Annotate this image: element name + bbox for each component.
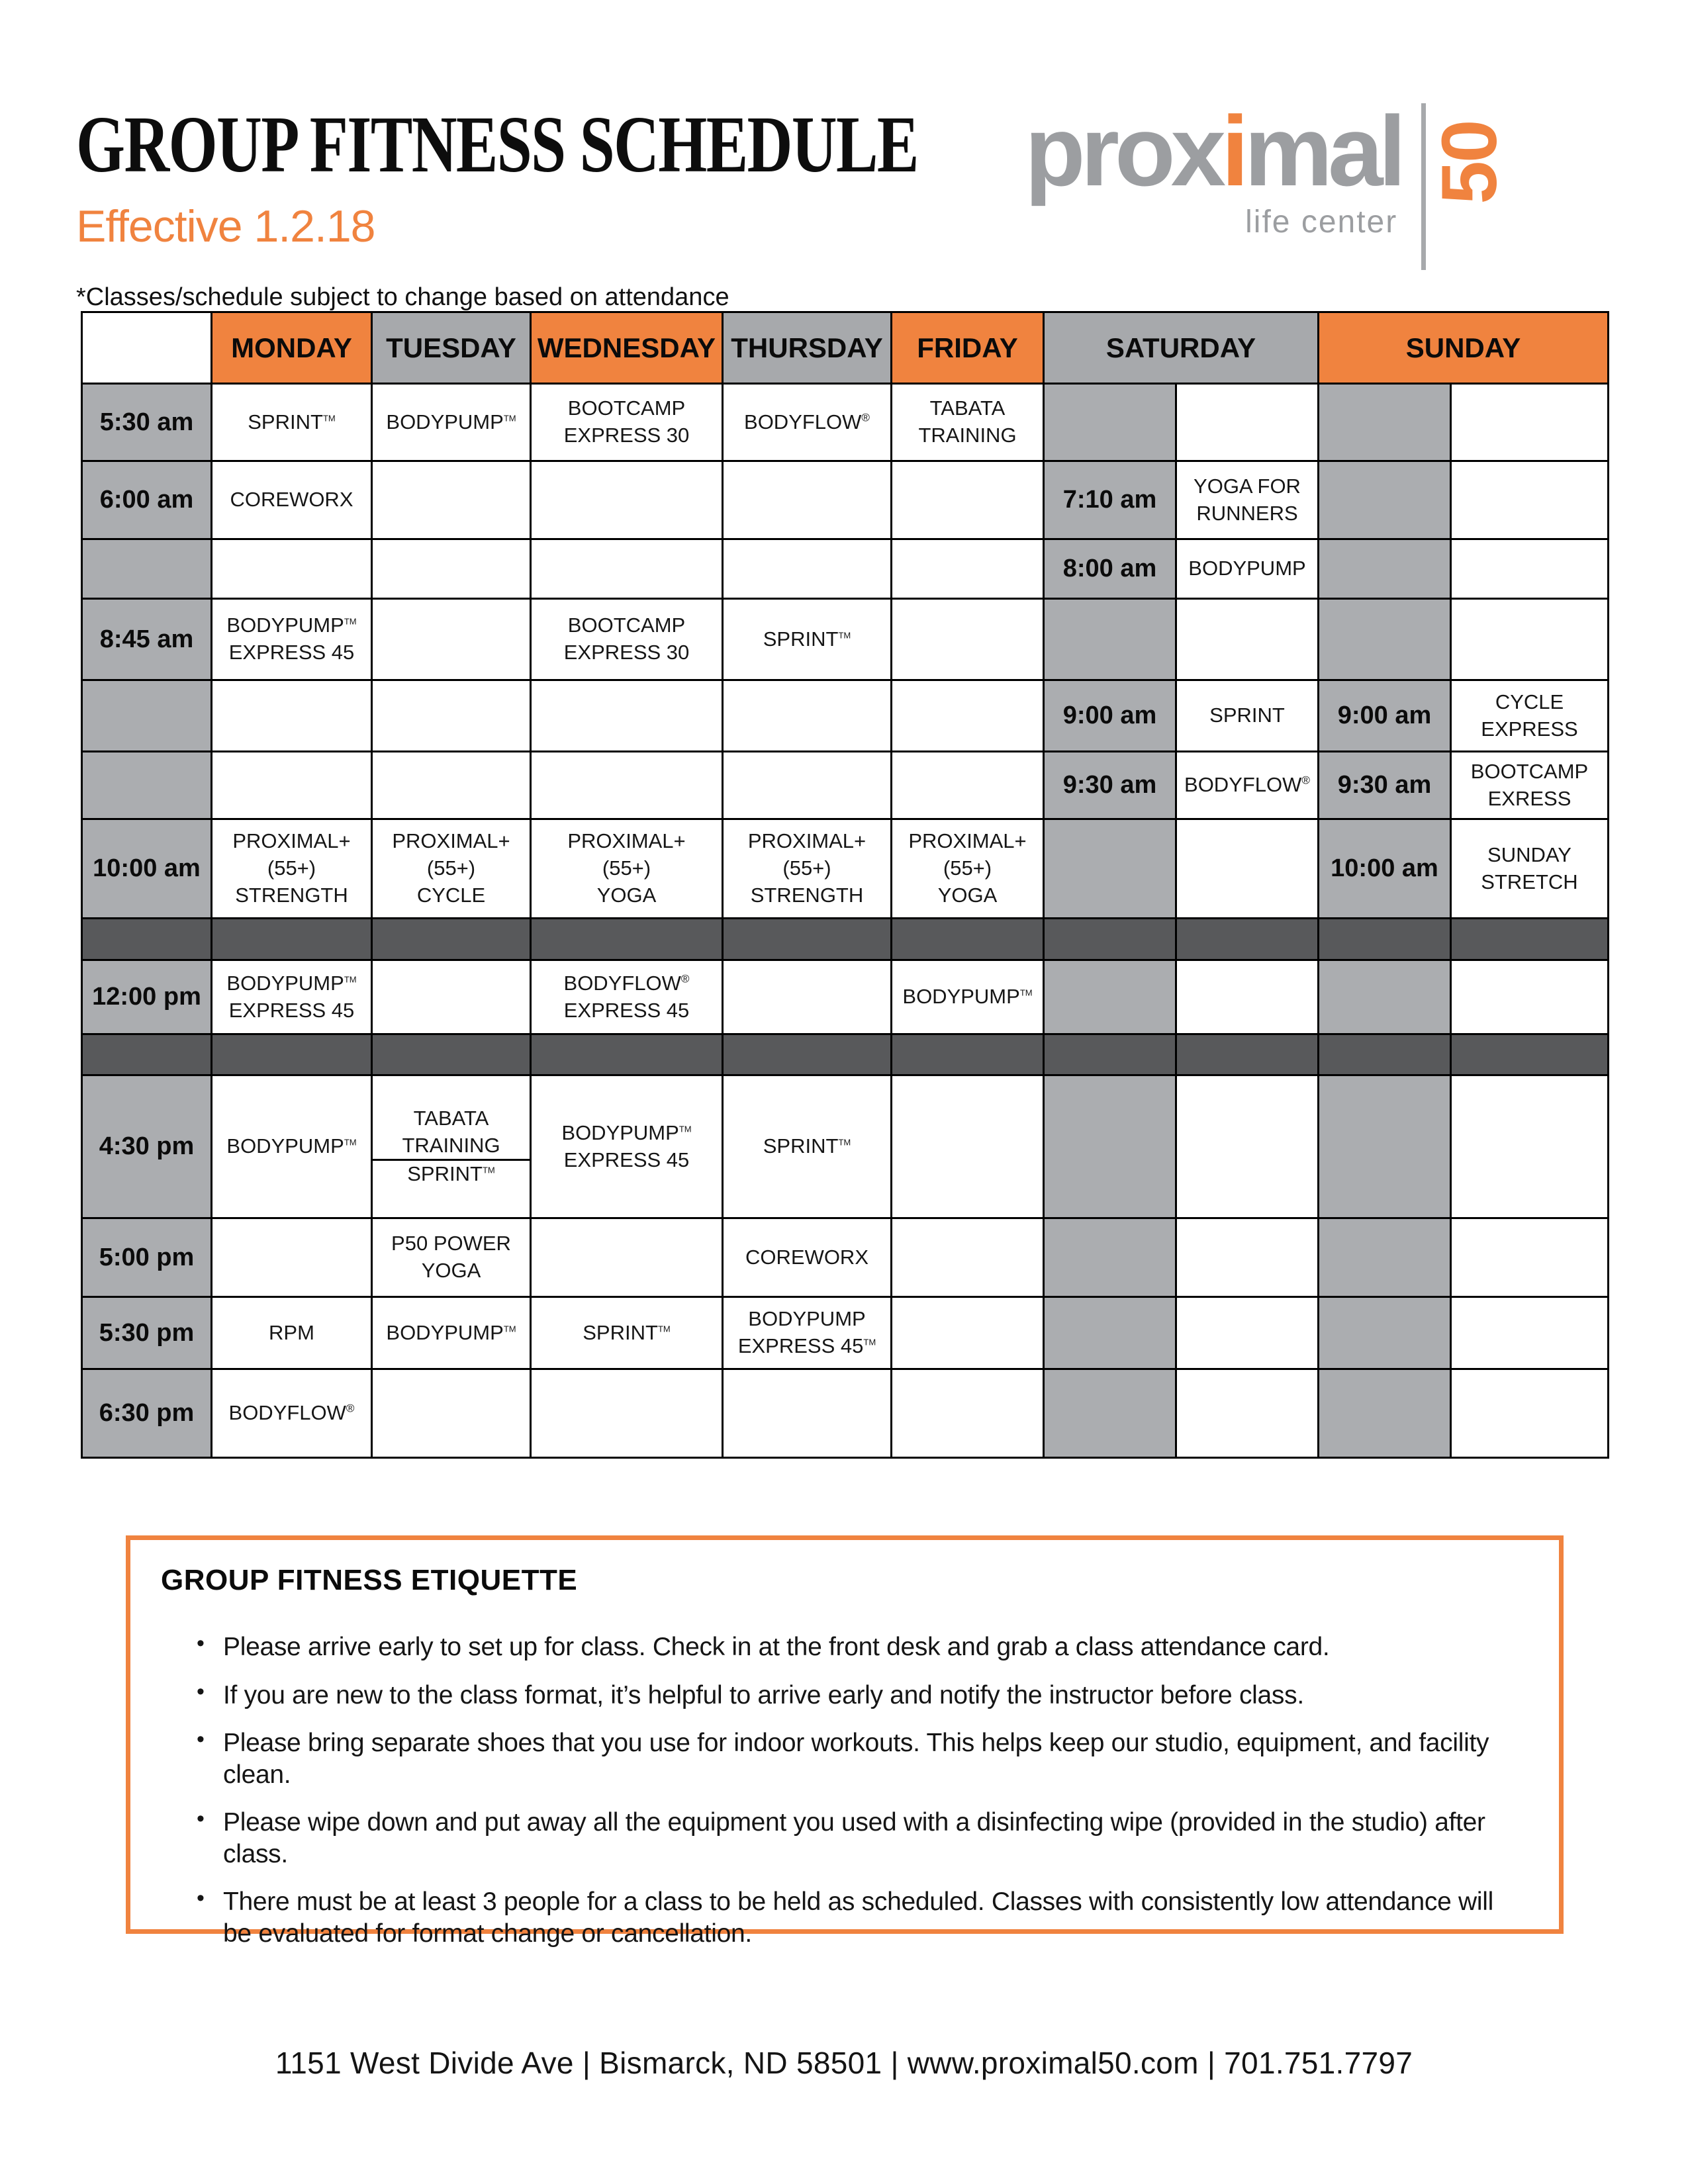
class-cell: [723, 1218, 892, 1297]
time-cell: [82, 539, 212, 599]
class-name-line: BODYPUMP: [1188, 557, 1306, 580]
class-name-line: PROXIMAL+: [908, 829, 1027, 853]
class-name-line: SPRINT™: [407, 1162, 495, 1186]
page-title: GROUP FITNESS SCHEDULE: [76, 100, 918, 189]
sunday-time-cell: [1319, 1297, 1451, 1369]
class-name-line: P50 POWER: [391, 1232, 511, 1255]
class-name-line: BOOTCAMP: [1470, 759, 1589, 783]
class-name-line: SPRINT: [1209, 704, 1285, 727]
etiquette-bullet: • If you are new to the class format, it’s helpful to arrive early and notify the instructor before class.: [195, 1680, 1523, 1711]
sunday-class-cell: [1451, 1075, 1609, 1218]
class-name-line: TRAINING: [918, 424, 1017, 447]
saturday-class-cell: [1176, 680, 1319, 752]
saturday-class-cell: [1176, 539, 1319, 599]
divider-cell: [723, 919, 892, 960]
class-cell: [723, 819, 892, 919]
sunday-time-cell: [1319, 461, 1451, 539]
saturday-class-cell: [1176, 384, 1319, 461]
class-cell: [892, 461, 1044, 539]
class-name-line: SPRINT™: [583, 1320, 671, 1344]
day-header-sunday: SUNDAY: [1319, 312, 1609, 384]
class-name-line: RPM: [269, 1320, 314, 1344]
class-name-line: BODYPUMP™: [226, 971, 357, 995]
class-name-line: BODYPUMP™: [226, 1134, 357, 1158]
sunday-class-cell: [1451, 599, 1609, 680]
class-name-line: TRAINING: [402, 1133, 500, 1157]
class-cell: [531, 1075, 723, 1218]
saturday-class-cell: [1176, 1297, 1319, 1369]
class-cell: [212, 1297, 372, 1369]
class-name-line: (55+): [426, 856, 476, 880]
saturday-time-cell: 9:00 am: [1044, 680, 1176, 752]
class-name-line: BODYPUMP™: [386, 410, 516, 433]
day-header-tuesday: TUESDAY: [372, 312, 531, 384]
etiquette-list: [195, 1631, 1523, 1950]
saturday-time-cell: [1044, 1075, 1176, 1218]
day-header-monday: MONDAY: [212, 312, 372, 384]
time-cell: 6:00 am: [82, 461, 212, 539]
saturday-time-cell: [1044, 960, 1176, 1034]
class-cell: [892, 960, 1044, 1034]
class-name-line: BODYPUMP™: [226, 614, 357, 637]
class-cell: [723, 1297, 892, 1369]
footer-contact: 1151 West Divide Ave | Bismarck, ND 58501 | www.proximal50.com | 701.751.7797: [275, 2046, 1413, 2080]
saturday-time-cell: 9:30 am: [1044, 752, 1176, 819]
divider-cell: [723, 1034, 892, 1075]
class-name-line: BODYFLOW®: [1184, 773, 1310, 797]
class-cell: [723, 1369, 892, 1458]
etiquette-title: GROUP FITNESS ETIQUETTE: [161, 1564, 578, 1596]
divider-cell: [531, 1034, 723, 1075]
class-cell: [892, 1369, 1044, 1458]
class-name-line: BODYPUMP™: [902, 985, 1033, 1009]
divider-cell: [212, 1034, 372, 1075]
class-name-line: BODYPUMP: [748, 1307, 866, 1331]
saturday-time-cell: 7:10 am: [1044, 461, 1176, 539]
class-cell: [372, 960, 531, 1034]
divider-cell: [892, 1034, 1044, 1075]
schedule-row: [82, 461, 1609, 539]
saturday-class-cell: [1176, 752, 1319, 819]
class-cell: [892, 599, 1044, 680]
class-cell: [892, 1297, 1044, 1369]
saturday-time-cell: [1044, 1369, 1176, 1458]
divider-cell: [1176, 919, 1319, 960]
class-cell: [723, 1075, 892, 1218]
saturday-time-cell: [1044, 1218, 1176, 1297]
logo-tagline: life center: [1245, 204, 1398, 240]
time-cell: 5:30 pm: [82, 1297, 212, 1369]
class-name-line: EXRESS: [1487, 786, 1571, 810]
class-name-line: TABATA: [413, 1106, 489, 1130]
sunday-time-cell: 9:30 am: [1319, 752, 1451, 819]
class-name-line: BODYFLOW®: [563, 971, 690, 995]
schedule-table: [81, 311, 1609, 1459]
class-name-line: COREWORX: [230, 488, 353, 512]
divider-cell: [1176, 1034, 1319, 1075]
class-name-line: BOOTCAMP: [567, 614, 686, 637]
etiquette-box: [126, 1535, 1564, 1948]
class-name-line: BODYPUMP™: [386, 1320, 516, 1344]
class-cell: [892, 384, 1044, 461]
class-name-line: EXPRESS 45: [563, 998, 690, 1022]
sunday-class-cell: [1451, 1297, 1609, 1369]
time-cell: 4:30 pm: [82, 1075, 212, 1218]
class-name-line: STRETCH: [1481, 870, 1578, 893]
class-cell: [723, 599, 892, 680]
day-header-friday: FRIDAY: [892, 312, 1044, 384]
class-cell: [892, 539, 1044, 599]
class-cell: [723, 461, 892, 539]
class-cell: [212, 384, 372, 461]
class-name-line: STRENGTH: [750, 883, 864, 907]
divider-cell: [1451, 1034, 1609, 1075]
class-cell: [212, 1218, 372, 1297]
class-name-line: YOGA: [421, 1259, 481, 1282]
saturday-class-cell: [1176, 599, 1319, 680]
schedule-row: [82, 1218, 1609, 1297]
saturday-time-cell: 8:00 am: [1044, 539, 1176, 599]
sunday-time-cell: [1319, 960, 1451, 1034]
class-name-line: EXPRESS 30: [563, 641, 690, 664]
etiquette-bullet: • Please arrive early to set up for class. Check in at the front desk and grab a class attendance card.: [195, 1631, 1523, 1663]
class-cell: [892, 1075, 1044, 1218]
class-cell: [372, 461, 531, 539]
time-cell: 8:45 am: [82, 599, 212, 680]
class-cell: [531, 1369, 723, 1458]
class-name-line: (55+): [782, 856, 831, 880]
class-name-line: STRENGTH: [235, 883, 348, 907]
class-name-line: SPRINT™: [763, 627, 851, 651]
schedule-disclaimer: *Classes/schedule subject to change based on attendance: [76, 283, 729, 311]
class-cell: [373, 1105, 530, 1160]
class-name-line: SPRINT™: [248, 410, 336, 433]
sunday-time-cell: [1319, 539, 1451, 599]
proximal50-logo: [1025, 95, 1514, 270]
saturday-class-cell: [1176, 960, 1319, 1034]
class-name-line: RUNNERS: [1196, 501, 1298, 525]
class-name-line: EXPRESS 45: [228, 641, 355, 664]
sunday-class-cell: [1451, 461, 1609, 539]
class-name-line: (55+): [602, 856, 651, 880]
sunday-time-cell: [1319, 599, 1451, 680]
time-cell: [82, 752, 212, 819]
etiquette-bullet: • Please wipe down and put away all the equipment you used with a disinfecting wipe (provided in the studio) after class.: [195, 1807, 1523, 1870]
saturday-class-cell: [1176, 819, 1319, 919]
corner-header-cell: [82, 312, 212, 384]
class-cell: [723, 960, 892, 1034]
divider-cell: [1319, 919, 1451, 960]
class-name-line: EXPRESS: [1481, 717, 1578, 741]
saturday-time-cell: [1044, 1297, 1176, 1369]
sunday-class-cell: [1451, 1369, 1609, 1458]
sunday-class-cell: [1451, 539, 1609, 599]
logo-wordmark-pre: prox: [1025, 95, 1222, 206]
class-name-line: EXPRESS 30: [563, 424, 690, 447]
class-name-line: (55+): [267, 856, 316, 880]
class-cell: [531, 461, 723, 539]
class-cell: [372, 384, 531, 461]
divider-cell: [1319, 1034, 1451, 1075]
class-cell: [531, 819, 723, 919]
class-cell: [531, 384, 723, 461]
class-cell: [372, 819, 531, 919]
class-name-line: EXPRESS 45™: [737, 1334, 876, 1357]
sunday-time-cell: [1319, 1075, 1451, 1218]
divider-cell: [892, 919, 1044, 960]
sunday-class-cell: [1451, 752, 1609, 819]
divider-cell: [82, 919, 212, 960]
class-cell: [723, 680, 892, 752]
saturday-time-cell: [1044, 384, 1176, 461]
class-cell: [892, 680, 1044, 752]
sunday-time-cell: 10:00 am: [1319, 819, 1451, 919]
time-cell: 6:30 pm: [82, 1369, 212, 1458]
class-cell: [212, 752, 372, 819]
class-cell: [212, 539, 372, 599]
sunday-class-cell: [1451, 680, 1609, 752]
time-cell: 12:00 pm: [82, 960, 212, 1034]
schedule-row: [82, 1075, 1609, 1218]
class-cell: [531, 960, 723, 1034]
class-cell: [212, 960, 372, 1034]
class-cell: [531, 680, 723, 752]
class-cell: [531, 539, 723, 599]
class-name-line: CYCLE: [1495, 690, 1564, 713]
logo-wordmark-post: mal: [1244, 95, 1402, 206]
schedule-row: [82, 539, 1609, 599]
effective-date: Effective 1.2.18: [76, 201, 375, 251]
day-header-saturday: SATURDAY: [1044, 312, 1319, 384]
class-name-line: YOGA: [937, 883, 998, 907]
class-name-line: BODYFLOW®: [744, 410, 870, 433]
class-cell: [723, 384, 892, 461]
class-cell: [372, 1297, 531, 1369]
logo-text: [1025, 95, 1402, 270]
sunday-class-cell: [1451, 1218, 1609, 1297]
saturday-time-cell: [1044, 599, 1176, 680]
class-cell: [212, 1369, 372, 1458]
class-cell: [531, 599, 723, 680]
divider-cell: [372, 1034, 531, 1075]
sunday-time-cell: [1319, 1218, 1451, 1297]
divider-cell: [372, 919, 531, 960]
divider-cell: [531, 919, 723, 960]
class-cell: [212, 819, 372, 919]
class-name-line: EXPRESS 45: [228, 998, 355, 1022]
day-header-thursday: THURSDAY: [723, 312, 892, 384]
divider-cell: [212, 919, 372, 960]
divider-cell: [82, 1034, 212, 1075]
class-cell: [212, 599, 372, 680]
class-name-line: PROXIMAL+: [747, 829, 867, 853]
class-name-line: PROXIMAL+: [232, 829, 351, 853]
class-name-line: BOOTCAMP: [567, 396, 686, 420]
class-cell: [892, 819, 1044, 919]
schedule-row: [82, 384, 1609, 461]
etiquette-bullet: • Please bring separate shoes that you use for indoor workouts. This helps keep our studio, equipment, and facility clean.: [195, 1727, 1523, 1790]
sunday-time-cell: 9:00 am: [1319, 680, 1451, 752]
schedule-row: [82, 1369, 1609, 1458]
sunday-time-cell: [1319, 1369, 1451, 1458]
divider-cell: [1044, 919, 1176, 960]
logo-wordmark-accent: i: [1221, 95, 1244, 206]
class-name-line: YOGA: [596, 883, 657, 907]
class-cell: [531, 752, 723, 819]
class-cell: [372, 1369, 531, 1458]
time-cell: 10:00 am: [82, 819, 212, 919]
class-cell: [892, 1218, 1044, 1297]
sunday-class-cell: [1451, 384, 1609, 461]
day-header-wednesday: WEDNESDAY: [531, 312, 723, 384]
time-cell: 5:00 pm: [82, 1218, 212, 1297]
class-cell: [531, 1297, 723, 1369]
schedule-row: [82, 1297, 1609, 1369]
class-cell: [531, 1218, 723, 1297]
class-cell: [212, 680, 372, 752]
divider-row: [82, 1034, 1609, 1075]
class-name-line: COREWORX: [745, 1245, 868, 1269]
logo-badge-number: 50: [1426, 121, 1514, 205]
class-name-line: BODYFLOW®: [228, 1401, 355, 1425]
logo-wordmark: [1025, 95, 1402, 206]
class-cell: [372, 680, 531, 752]
saturday-class-cell: [1176, 461, 1319, 539]
class-cell: [372, 599, 531, 680]
class-name-line: BODYPUMP™: [561, 1120, 692, 1144]
class-name-line: PROXIMAL+: [567, 829, 686, 853]
class-cell: [373, 1159, 530, 1188]
class-name-line: SUNDAY: [1487, 842, 1571, 866]
class-cell: [372, 1218, 531, 1297]
etiquette-bullet: • There must be at least 3 people for a class to be held as scheduled. Classes with consistently low attendance will be evaluated for format change or cancellation.: [195, 1886, 1523, 1949]
saturday-class-cell: [1176, 1075, 1319, 1218]
class-name-line: SPRINT™: [763, 1134, 851, 1158]
saturday-time-cell: [1044, 819, 1176, 919]
time-cell: [82, 680, 212, 752]
divider-cell: [1044, 1034, 1176, 1075]
logo-badge-50: [1426, 99, 1513, 266]
class-cell: [372, 539, 531, 599]
schedule-row: [82, 680, 1609, 752]
sunday-time-cell: [1319, 384, 1451, 461]
class-cell: [723, 539, 892, 599]
schedule-row: [82, 752, 1609, 819]
class-cell: [212, 461, 372, 539]
sunday-class-cell: [1451, 960, 1609, 1034]
divider-cell: [1451, 919, 1609, 960]
class-name-line: EXPRESS 45: [563, 1148, 690, 1171]
saturday-class-cell: [1176, 1218, 1319, 1297]
class-name-line: PROXIMAL+: [392, 829, 510, 853]
schedule-row: [82, 819, 1609, 919]
class-name-line: CYCLE: [416, 883, 486, 907]
schedule-row: [82, 960, 1609, 1034]
sunday-class-cell: [1451, 819, 1609, 919]
time-cell: 5:30 am: [82, 384, 212, 461]
class-name-line: YOGA FOR: [1194, 474, 1301, 498]
class-name-line: (55+): [943, 856, 992, 880]
saturday-class-cell: [1176, 1369, 1319, 1458]
class-name-line: TABATA: [929, 396, 1006, 420]
class-cell-split: [372, 1075, 531, 1218]
class-cell: [723, 752, 892, 819]
schedule-row: [82, 599, 1609, 680]
class-cell: [212, 1075, 372, 1218]
class-cell: [372, 752, 531, 819]
divider-row: [82, 919, 1609, 960]
class-cell: [892, 752, 1044, 819]
